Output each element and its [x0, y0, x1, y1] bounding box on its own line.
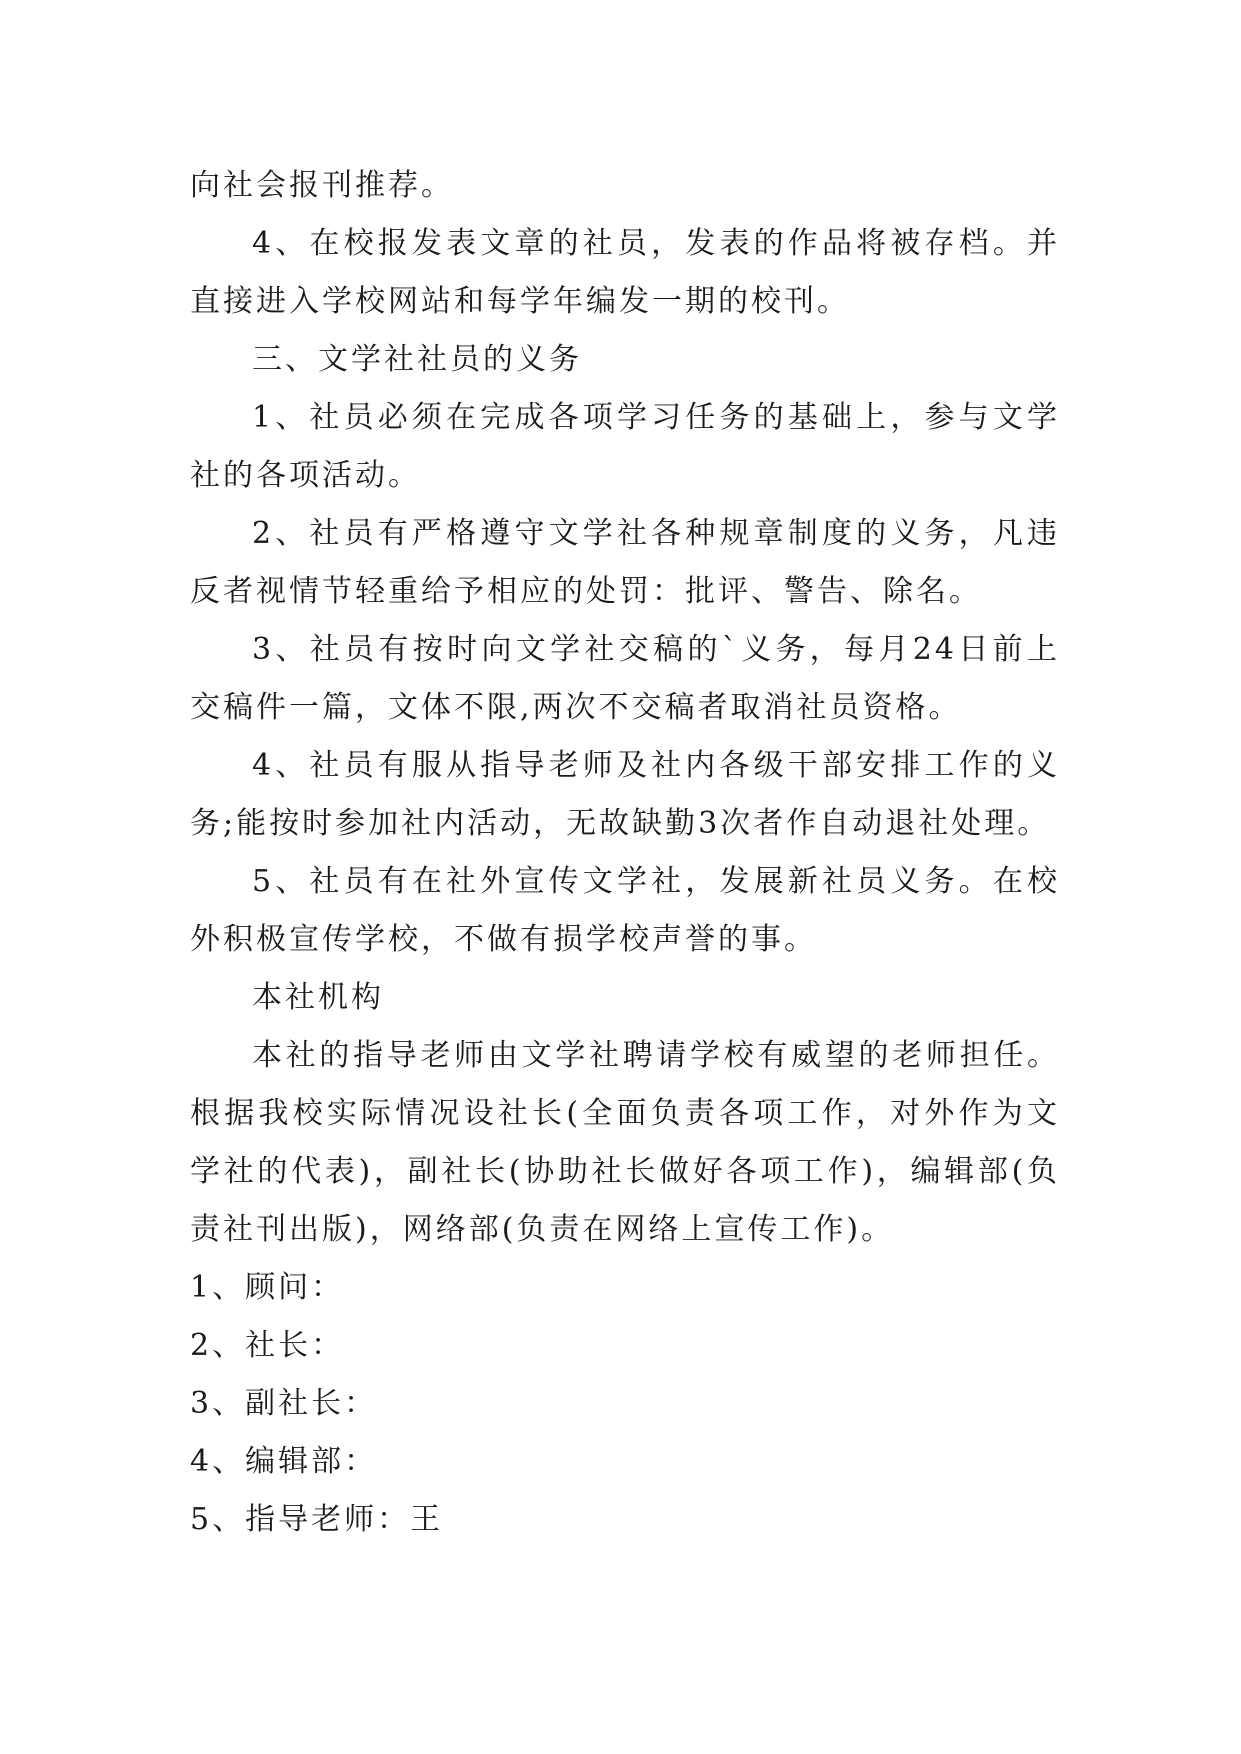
paragraph-duty-1: 1、社员必须在完成各项学习任务的基础上，参与文学社的各项活动。 [190, 400, 1060, 493]
section-heading-member-duties: 三、文学社社员的义务 [252, 342, 582, 377]
list-item-president: 2、社长： [190, 1328, 345, 1363]
section-heading-organization: 本社机构 [252, 980, 384, 1015]
list-item-editorial-dept: 4、编辑部： [190, 1444, 378, 1479]
paragraph-duty-2: 2、社员有严格遵守文学社各种规章制度的义务，凡违反者视情节轻重给予相应的处罚：批评、警告、除名。 [190, 516, 1060, 609]
list-item-advisor: 1、顾问： [190, 1270, 345, 1305]
paragraph-duty-3: 3、社员有按时向文学社交稿的`义务，每月24日前上交稿件一篇，文体不限,两次不交稿者取消社员资格。 [190, 632, 1060, 725]
paragraph-continuation: 向社会报刊推荐。 [190, 168, 454, 203]
document-body [190, 157, 1060, 1549]
list-item-vice-president: 3、副社长： [190, 1386, 378, 1421]
paragraph-duty-4: 4、社员有服从指导老师及社内各级干部安排工作的义务;能按时参加社内活动，无故缺勤3次者作自动退社处理。 [190, 748, 1060, 841]
list-item-instructor: 5、指导老师：王 [190, 1502, 444, 1537]
paragraph-organization-description: 本社的指导老师由文学社聘请学校有威望的老师担任。根据我校实际情况设社长(全面负责各项工作，对外作为文学社的代表)，副社长(协助社长做好各项工作)，编辑部(负责社刊出版)，网络部(负责在网络上宣传工作)。 [190, 1038, 1060, 1247]
paragraph-duty-5: 5、社员有在社外宣传文学社，发展新社员义务。在校外积极宣传学校，不做有损学校声誉的事。 [190, 864, 1060, 957]
paragraph-item-4-school-paper: 4、在校报发表文章的社员，发表的作品将被存档。并直接进入学校网站和每学年编发一期的校刊。 [190, 226, 1060, 319]
